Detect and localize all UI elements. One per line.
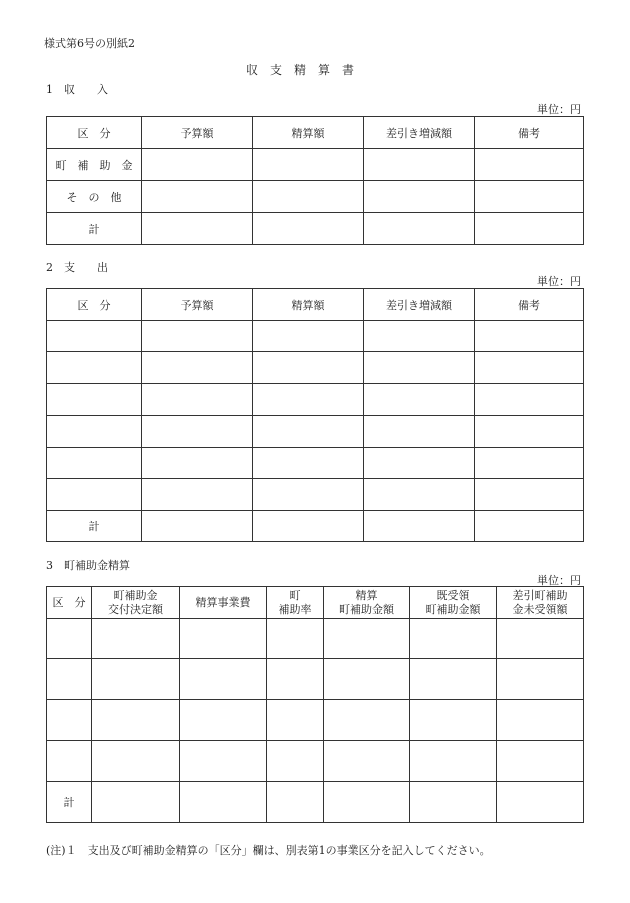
row-label: 計 xyxy=(47,213,142,245)
row-label: 計 xyxy=(47,782,92,823)
input-cell[interactable] xyxy=(364,149,475,181)
input-cell[interactable] xyxy=(475,352,584,384)
input-cell[interactable] xyxy=(324,782,410,823)
input-cell[interactable] xyxy=(253,448,364,479)
input-cell[interactable] xyxy=(497,619,584,659)
income-heading: 1 収 入 xyxy=(46,83,108,96)
row-label: 計 xyxy=(47,511,142,542)
input-cell[interactable] xyxy=(142,149,253,181)
header-category: 区 分 xyxy=(47,587,92,619)
table-row xyxy=(47,479,584,511)
input-cell[interactable] xyxy=(324,700,410,741)
table-row xyxy=(47,619,584,659)
input-cell[interactable] xyxy=(180,659,267,700)
header-difference: 差引き増減額 xyxy=(364,117,475,149)
input-cell[interactable] xyxy=(324,659,410,700)
input-cell[interactable] xyxy=(92,700,180,741)
header-decided-amount: 町補助金 交付決定額 xyxy=(92,587,180,619)
header-category: 区 分 xyxy=(47,117,142,149)
input-cell[interactable] xyxy=(142,352,253,384)
header-unreceived-amount: 差引町補助 金未受領額 xyxy=(497,587,584,619)
input-cell[interactable] xyxy=(253,149,364,181)
table-row-total xyxy=(47,782,584,823)
row-label: 町 補 助 金 xyxy=(47,149,142,181)
input-cell[interactable] xyxy=(410,782,497,823)
input-cell[interactable] xyxy=(253,384,364,416)
input-cell[interactable] xyxy=(475,448,584,479)
input-cell[interactable] xyxy=(47,448,142,479)
input-cell[interactable] xyxy=(92,619,180,659)
expense-unit: 単位：円 xyxy=(537,275,581,288)
header-project-cost: 精算事業費 xyxy=(180,587,267,619)
input-cell[interactable] xyxy=(324,741,410,782)
input-cell[interactable] xyxy=(180,700,267,741)
row-label: そ の 他 xyxy=(47,181,142,213)
input-cell[interactable] xyxy=(253,213,364,245)
header-settled-amount: 精算 町補助金額 xyxy=(324,587,410,619)
input-cell[interactable] xyxy=(47,700,92,741)
subsidy-table xyxy=(46,586,584,823)
input-cell[interactable] xyxy=(142,321,253,352)
input-cell[interactable] xyxy=(364,511,475,542)
input-cell[interactable] xyxy=(475,511,584,542)
income-table xyxy=(46,116,584,245)
footnote: (注)１ 支出及び町補助金精算の「区分」欄は、別表第1の事業区分を記入してください。 xyxy=(46,844,491,857)
input-cell[interactable] xyxy=(364,213,475,245)
table-row xyxy=(47,352,584,384)
input-cell[interactable] xyxy=(364,416,475,448)
input-cell[interactable] xyxy=(180,619,267,659)
expense-heading: 2 支 出 xyxy=(46,261,108,274)
table-header-row xyxy=(47,587,584,619)
input-cell[interactable] xyxy=(92,659,180,700)
table-header-row xyxy=(47,117,584,149)
input-cell[interactable] xyxy=(253,181,364,213)
input-cell[interactable] xyxy=(142,511,253,542)
table-row xyxy=(47,741,584,782)
header-settlement: 精算額 xyxy=(253,117,364,149)
header-subsidy-rate: 町 補助率 xyxy=(267,587,324,619)
input-cell[interactable] xyxy=(475,213,584,245)
table-row xyxy=(47,659,584,700)
input-cell[interactable] xyxy=(364,352,475,384)
header-budget: 予算額 xyxy=(142,117,253,149)
input-cell[interactable] xyxy=(142,448,253,479)
table-row-total xyxy=(47,213,584,245)
input-cell[interactable] xyxy=(253,416,364,448)
input-cell[interactable] xyxy=(497,741,584,782)
form-id: 様式第6号の別紙2 xyxy=(44,37,135,50)
table-row xyxy=(47,700,584,741)
input-cell[interactable] xyxy=(142,213,253,245)
input-cell[interactable] xyxy=(47,619,92,659)
expense-table xyxy=(46,288,584,542)
input-cell[interactable] xyxy=(47,741,92,782)
input-cell[interactable] xyxy=(410,700,497,741)
input-cell[interactable] xyxy=(47,352,142,384)
input-cell[interactable] xyxy=(267,619,324,659)
subsidy-unit: 単位：円 xyxy=(537,574,581,587)
header-remarks: 備考 xyxy=(475,117,584,149)
input-cell[interactable] xyxy=(410,741,497,782)
input-cell[interactable] xyxy=(142,479,253,511)
input-cell[interactable] xyxy=(253,352,364,384)
input-cell[interactable] xyxy=(497,782,584,823)
page-title: 収 支 精 算 書 xyxy=(246,63,355,77)
input-cell[interactable] xyxy=(475,416,584,448)
table-row xyxy=(47,181,584,213)
input-cell[interactable] xyxy=(253,511,364,542)
table-row xyxy=(47,448,584,479)
input-cell[interactable] xyxy=(475,181,584,213)
input-cell[interactable] xyxy=(364,321,475,352)
input-cell[interactable] xyxy=(92,741,180,782)
input-cell[interactable] xyxy=(253,321,364,352)
input-cell[interactable] xyxy=(324,619,410,659)
input-cell[interactable] xyxy=(142,181,253,213)
table-header-row xyxy=(47,289,584,321)
input-cell[interactable] xyxy=(475,384,584,416)
input-cell[interactable] xyxy=(364,181,475,213)
header-remarks: 備考 xyxy=(475,289,584,321)
input-cell[interactable] xyxy=(410,659,497,700)
input-cell[interactable] xyxy=(142,384,253,416)
header-difference: 差引き増減額 xyxy=(364,289,475,321)
input-cell[interactable] xyxy=(267,782,324,823)
input-cell[interactable] xyxy=(142,416,253,448)
table-row xyxy=(47,149,584,181)
header-category: 区 分 xyxy=(47,289,142,321)
input-cell[interactable] xyxy=(475,479,584,511)
input-cell[interactable] xyxy=(253,479,364,511)
input-cell[interactable] xyxy=(92,782,180,823)
subsidy-heading: 3 町補助金精算 xyxy=(46,559,130,572)
table-row xyxy=(47,416,584,448)
input-cell[interactable] xyxy=(180,782,267,823)
input-cell[interactable] xyxy=(267,659,324,700)
income-unit: 単位：円 xyxy=(537,103,581,116)
table-row-total xyxy=(47,511,584,542)
input-cell[interactable] xyxy=(47,384,142,416)
input-cell[interactable] xyxy=(364,479,475,511)
header-budget: 予算額 xyxy=(142,289,253,321)
input-cell[interactable] xyxy=(475,321,584,352)
input-cell[interactable] xyxy=(267,700,324,741)
input-cell[interactable] xyxy=(497,700,584,741)
table-row xyxy=(47,384,584,416)
input-cell[interactable] xyxy=(364,384,475,416)
table-row xyxy=(47,321,584,352)
header-settlement: 精算額 xyxy=(253,289,364,321)
input-cell[interactable] xyxy=(180,741,267,782)
input-cell[interactable] xyxy=(47,659,92,700)
input-cell[interactable] xyxy=(364,448,475,479)
input-cell[interactable] xyxy=(47,416,142,448)
input-cell[interactable] xyxy=(475,149,584,181)
input-cell[interactable] xyxy=(47,479,142,511)
input-cell[interactable] xyxy=(410,619,497,659)
input-cell[interactable] xyxy=(47,321,142,352)
input-cell[interactable] xyxy=(267,741,324,782)
input-cell[interactable] xyxy=(497,659,584,700)
header-received-amount: 既受領 町補助金額 xyxy=(410,587,497,619)
